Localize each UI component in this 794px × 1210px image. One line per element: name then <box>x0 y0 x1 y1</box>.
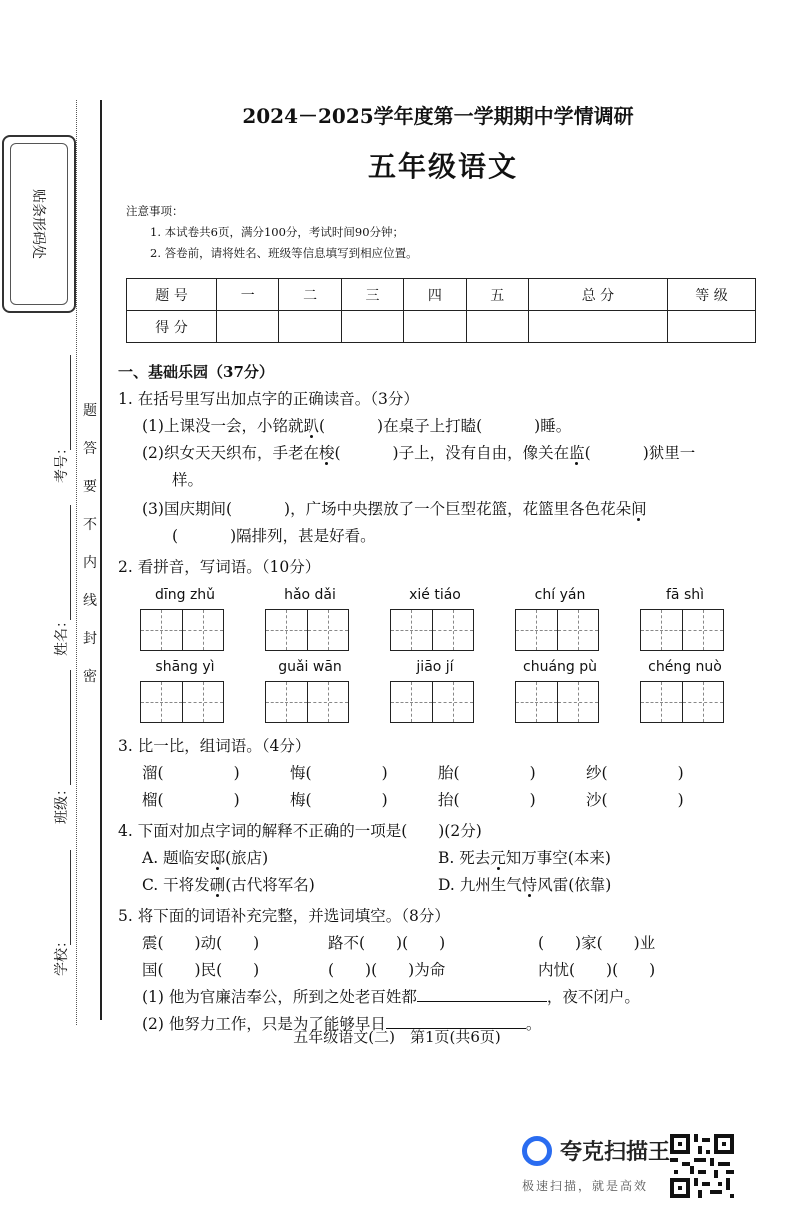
barcode-sticker-area <box>2 135 76 313</box>
dotted-char: 趴 <box>303 417 319 435</box>
dotted-char: 硎 <box>209 876 226 894</box>
dotted-char: 恃 <box>521 876 538 894</box>
compare-item <box>290 760 438 787</box>
dotted-char: 邸 <box>209 849 226 867</box>
score-table <box>126 278 756 343</box>
compare-item <box>438 787 586 814</box>
text: 胎( <box>438 764 460 782</box>
score-row-label: 得 分 <box>127 311 217 343</box>
student-name-line <box>70 505 71 620</box>
score-header: 等 级 <box>668 279 756 311</box>
pinyin-row-2 <box>140 659 768 723</box>
text: 风雷(依靠) <box>537 876 612 894</box>
idiom-row-2 <box>118 957 768 984</box>
question-1-line-2 <box>118 440 768 467</box>
options-row-1 <box>118 845 768 872</box>
idiom-item[interactable]: ( )( )为命 <box>328 961 446 979</box>
pinyin-text: dīng zhǔ <box>154 587 216 603</box>
text: 知万事空(本来) <box>505 849 611 867</box>
class-label: 班级： <box>54 782 70 824</box>
score-header: 题 号 <box>127 279 217 311</box>
compare-item <box>586 760 734 787</box>
option-b[interactable] <box>438 845 734 872</box>
score-cell[interactable] <box>528 311 667 343</box>
compare-item <box>142 787 290 814</box>
exam-body <box>118 100 768 1038</box>
text: ) <box>381 764 388 782</box>
question-1-line-3 <box>118 496 768 523</box>
writing-grid[interactable] <box>140 609 224 651</box>
binding-dotted-line <box>76 100 77 1025</box>
score-header: 五 <box>466 279 528 311</box>
notice-item: 1. 本试卷共6页，满分100分，考试时间90分钟； <box>150 225 405 239</box>
writing-grid[interactable] <box>265 681 349 723</box>
idiom-item[interactable]: ( )家( )业 <box>538 934 656 952</box>
pinyin-text: chéng nuò <box>648 659 722 675</box>
pinyin-item <box>515 659 640 723</box>
seal-char: 答 <box>83 441 97 457</box>
text: ) <box>529 764 536 782</box>
fill-sentence-1 <box>118 984 768 1011</box>
scanner-logo-icon <box>522 1136 552 1166</box>
binding-solid-line <box>100 100 102 1020</box>
question-3-title: 3. 比一比，组词语。（4分） <box>118 737 311 755</box>
score-cell[interactable] <box>404 311 466 343</box>
pinyin-item <box>265 659 390 723</box>
qr-code-icon <box>670 1134 734 1198</box>
text: 梅( <box>290 791 312 809</box>
class-line <box>70 670 71 785</box>
text: 悔( <box>290 764 312 782</box>
writing-grid[interactable] <box>265 609 349 651</box>
pinyin-item <box>640 659 765 723</box>
seal-char: 要 <box>83 479 97 495</box>
dotted-char: 元 <box>490 849 506 867</box>
text: ( <box>318 417 326 435</box>
score-header: 四 <box>404 279 466 311</box>
idiom-row-1 <box>118 930 768 957</box>
section-title: 一、基础乐园（37分） <box>118 363 274 381</box>
text: B. 死去 <box>438 849 491 867</box>
text: A. 题临安 <box>142 849 210 867</box>
pinyin-item <box>390 659 515 723</box>
question-4-title: 4. 下面对加点字词的解释不正确的一项是( )(2分) <box>118 822 482 840</box>
pinyin-item <box>140 659 265 723</box>
text: ，夜不闭户。 <box>546 988 640 1006</box>
question-1-line-1 <box>118 413 768 440</box>
pinyin-text: jiāo jí <box>416 659 454 675</box>
score-cell[interactable] <box>466 311 528 343</box>
compare-row-1 <box>118 760 768 787</box>
text: (2) 他努力工作，只是为了能够早日 <box>142 1015 386 1033</box>
pinyin-item <box>140 587 265 651</box>
pinyin-item <box>640 587 765 651</box>
idiom-item[interactable]: 国( )民( ) <box>142 961 260 979</box>
compare-item <box>290 787 438 814</box>
scanner-brand: 夸克扫描王 <box>560 1140 671 1165</box>
text: ) <box>233 791 240 809</box>
pinyin-text: xié tiáo <box>409 587 461 603</box>
exam-subject: 五年级语文 <box>367 150 518 183</box>
seal-char: 线 <box>83 593 97 609</box>
page-footer: 五年级语文(二) 第1页(共6页) <box>293 1028 501 1046</box>
exam-title: 2024－2025学年度第一学期期中学情调研 <box>242 104 634 128</box>
options-row-2 <box>118 872 768 899</box>
dotted-char: 间 <box>631 500 647 518</box>
text: ( <box>584 444 591 462</box>
score-cell[interactable] <box>279 311 341 343</box>
writing-grid[interactable] <box>140 681 224 723</box>
writing-grid[interactable] <box>390 609 474 651</box>
barcode-label: 贴条形码处 <box>30 189 46 259</box>
pinyin-text: hǎo dǎi <box>284 587 336 603</box>
seal-line-text <box>82 400 98 686</box>
text: )在桌子上打瞌( <box>377 417 483 435</box>
text: ( <box>172 527 179 545</box>
pinyin-text: chí yán <box>534 587 586 603</box>
text: 溜( <box>142 764 164 782</box>
text: ) <box>233 764 240 782</box>
pinyin-item <box>390 587 515 651</box>
text: ) <box>381 791 388 809</box>
score-header: 总 分 <box>528 279 667 311</box>
idiom-item[interactable]: 路不( )( ) <box>328 934 446 952</box>
text: )，广场中央摆放了一个巨型花篮，花篮里各色花朵 <box>284 500 632 518</box>
text: 。 <box>525 1015 542 1033</box>
pinyin-item <box>515 587 640 651</box>
idiom-item[interactable]: 震( )动( ) <box>142 934 260 952</box>
text: )睡。 <box>534 417 572 435</box>
dotted-char: 梭 <box>318 444 335 462</box>
notice-label: 注意事项： <box>126 204 184 218</box>
dotted-char: 监 <box>569 444 585 462</box>
score-cell[interactable] <box>341 311 403 343</box>
seal-char: 不 <box>83 517 97 533</box>
writing-grid[interactable] <box>515 609 599 651</box>
option-a[interactable] <box>142 845 438 872</box>
pinyin-text: fā shì <box>665 587 704 603</box>
text: )子上，没有自由，像关在 <box>392 444 570 462</box>
seal-char: 封 <box>83 631 97 647</box>
writing-grid[interactable] <box>640 681 724 723</box>
text: C. 干将发 <box>142 876 210 894</box>
score-header: 一 <box>217 279 279 311</box>
text: (旅店) <box>225 849 269 867</box>
idiom-item[interactable]: 内忧( )( ) <box>538 961 656 979</box>
score-header: 二 <box>279 279 341 311</box>
pinyin-row-1 <box>140 587 768 651</box>
question-2-title: 2. 看拼音，写词语。（10分） <box>118 558 321 576</box>
answer-underline[interactable] <box>417 984 547 1002</box>
score-table-header-row <box>127 279 756 311</box>
text: (2)织女天天织布，手老在 <box>142 444 319 462</box>
text: 榴( <box>142 791 164 809</box>
pinyin-item <box>265 587 390 651</box>
pinyin-text: guǎi wān <box>278 659 342 675</box>
text: ( <box>334 444 341 462</box>
option-c[interactable] <box>142 872 438 899</box>
score-cell[interactable] <box>217 311 279 343</box>
text: 抬( <box>438 791 460 809</box>
text: 纱( <box>586 764 608 782</box>
text: D. 九州生气 <box>438 876 522 894</box>
notice-item: 2. 答卷前，请将姓名、班级等信息填写到相应位置。 <box>150 246 418 260</box>
question-1-line-3b <box>118 523 768 550</box>
scanner-slogan: 极速扫描，就是高效 <box>522 1179 649 1193</box>
text: (1)上课没一会，小铭就 <box>142 417 304 435</box>
scanner-watermark <box>522 1135 670 1166</box>
exam-number-label: 考号： <box>54 441 70 483</box>
seal-char: 内 <box>83 555 97 571</box>
seal-char: 密 <box>83 669 97 685</box>
pinyin-text: chuáng pù <box>523 659 597 675</box>
text: 沙( <box>586 791 608 809</box>
seal-char: 题 <box>83 403 97 419</box>
score-cell[interactable] <box>668 311 756 343</box>
question-1-title: 1. 在括号里写出加点字的正确读音。（3分） <box>118 390 419 408</box>
text: ) <box>677 764 684 782</box>
pinyin-text: shāng yì <box>155 659 215 675</box>
text: ) <box>529 791 536 809</box>
text: ) <box>677 791 684 809</box>
text: (1) 他为官廉洁奉公，所到之处老百姓都 <box>142 988 417 1006</box>
text: (3)国庆期间( <box>142 500 233 518</box>
writing-grid[interactable] <box>515 681 599 723</box>
question-5-title: 5. 将下面的词语补充完整，并选词填空。（8分） <box>118 907 450 925</box>
compare-item <box>142 760 290 787</box>
text: )狱里一 <box>642 444 696 462</box>
notice-block <box>118 201 768 264</box>
text: )隔排列，甚是好看。 <box>230 527 376 545</box>
question-1-line-2b: 样。 <box>172 471 204 489</box>
school-line <box>70 850 71 945</box>
barcode-inner-frame <box>10 143 68 305</box>
compare-item <box>586 787 734 814</box>
score-table-score-row <box>127 311 756 343</box>
text: (古代将军名) <box>225 876 315 894</box>
writing-grid[interactable] <box>640 609 724 651</box>
writing-grid[interactable] <box>390 681 474 723</box>
score-header: 三 <box>341 279 403 311</box>
student-name-label: 姓名： <box>54 614 70 656</box>
compare-row-2 <box>118 787 768 814</box>
compare-item <box>438 760 586 787</box>
option-d[interactable] <box>438 872 734 899</box>
school-label: 学校： <box>54 934 70 976</box>
exam-number-line <box>70 355 71 450</box>
